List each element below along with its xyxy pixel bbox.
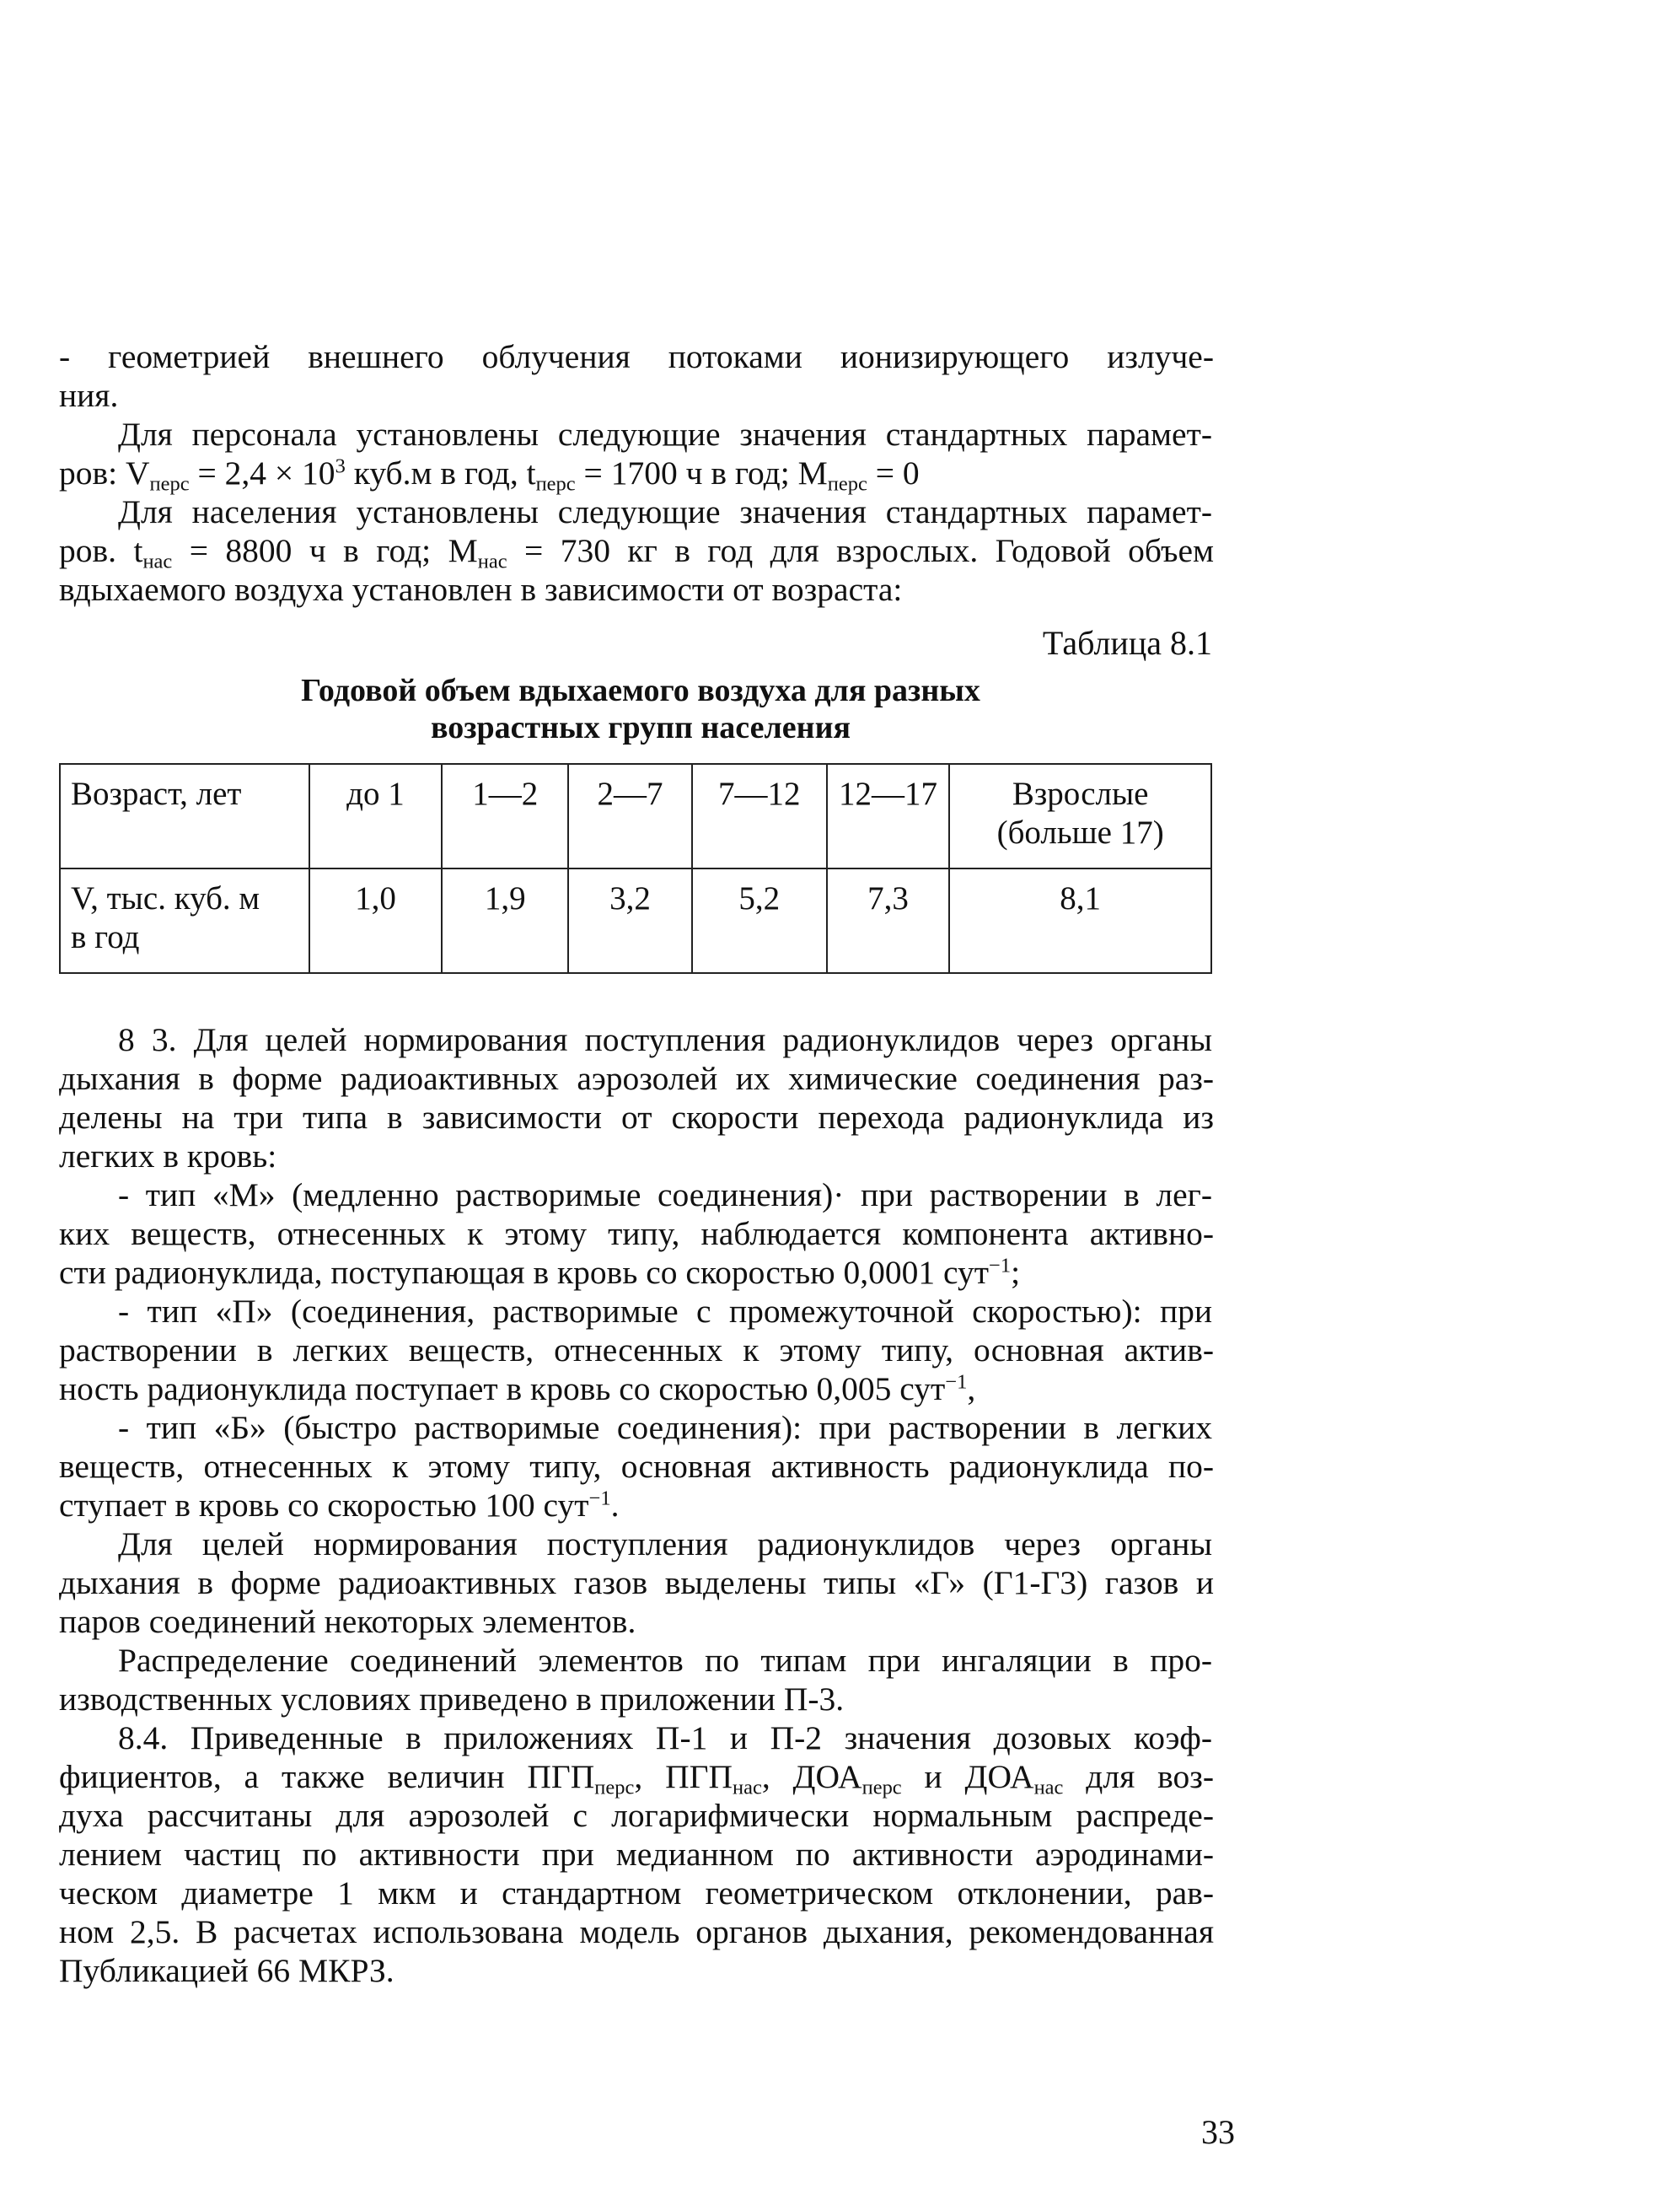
table-cell: 3,2: [568, 868, 692, 973]
table-row: [60, 764, 1211, 868]
text-line: Распределение соединений элементов по типам при ингаляции в про-: [118, 1642, 1212, 1679]
text-line: 8 3. Для целей нормирования поступления радионуклидов через органы: [118, 1021, 1212, 1058]
text-line: - геометрией внешнего облучения потоками ионизирующего излуче-: [59, 338, 1214, 375]
text-line: ность радионуклида поступает в кровь со скоростью 0,005 сут$^{-1}$,: [59, 1370, 976, 1407]
table-cell: 7,3: [827, 868, 950, 973]
text-line: дыхания в форме радиоактивных аэрозолей их химические соединения раз-: [59, 1060, 1214, 1097]
text-line: - тип «П» (соединения, растворимые с промежуточной скоростью): при: [118, 1293, 1212, 1330]
text-line: легких в кровь:: [59, 1137, 277, 1175]
text-line: сти радионуклида, поступающая в кровь со скоростью 0,0001 сут$^{-1}$;: [59, 1254, 1021, 1291]
text-line: ном 2,5. В расчетах использована модель органов дыхания, рекомендованная: [59, 1913, 1214, 1950]
text-line: ступает в кровь со скоростью 100 сут$^{-1}$.: [59, 1487, 620, 1524]
text-line: ния.: [59, 377, 119, 414]
table-row: [60, 868, 1211, 973]
text-line: духа рассчитаны для аэрозолей с логарифмически нормальным распреде-: [59, 1797, 1214, 1834]
table-caption: Таблица 8.1: [1042, 624, 1212, 662]
table-cell: 1,0: [309, 868, 443, 973]
table-header-cell: 2—7: [568, 764, 692, 868]
text-line: паров соединений некоторых элементов.: [59, 1603, 636, 1640]
table-header-cell: 7—12: [692, 764, 827, 868]
text-line: изводственных условиях приведено в приложении П-3.: [59, 1680, 845, 1718]
table-header-cell: 1—2: [442, 764, 568, 868]
page-number: 33: [1201, 2113, 1235, 2151]
text-line: ких веществ, отнесенных к этому типу, наблюдается компонента активно-: [59, 1215, 1214, 1252]
table-cell: 8,1: [949, 868, 1211, 973]
text-line: ческом диаметре 1 мкм и стандартном геометрическом отклонении, рав-: [59, 1874, 1214, 1912]
paragraph-personnel-line2: ров: $V_{перс} = 2,4 \times 10^3$ куб.м в год, $t_{перс} = 1700$ ч в год; $M_{перс} = 0$: [59, 454, 920, 496]
air-volume-table: [59, 763, 1212, 974]
table-row-label: V, тыс. куб. м в год: [60, 868, 309, 973]
table-header-cell: Взрослые (больше 17): [949, 764, 1211, 868]
text-line: Публикацией 66 МКРЗ.: [59, 1952, 395, 1989]
text-line: делены на три типа в зависимости от скорости перехода радионуклида из: [59, 1099, 1214, 1136]
table-header-cell: Возраст, лет: [60, 764, 309, 868]
table-cell: 5,2: [692, 868, 827, 973]
table-cell: 1,9: [442, 868, 568, 973]
table-header-cell: 12—17: [827, 764, 950, 868]
paragraph-population-line2: ров. $t_{нас} = 8800$ ч в год; $M_{нас} = 730$ кг в год для взрослых. Годовой объем: [59, 532, 1215, 573]
text-line: фициентов, а также величин $ПГП_{перс}$, $ПГП_{нас}$, $ДОА_{перс}$ и $ДОА_{нас}$ для воз-: [59, 1758, 1214, 1799]
text-line: дыхания в форме радиоактивных газов выделены типы «Г» (Г1-Г3) газов и: [59, 1564, 1214, 1601]
paragraph-personnel-line1: Для персонала установлены следующие значения стандартных парамет-: [118, 416, 1212, 453]
text-line: - тип «Б» (быстро растворимые соединения): при растворении в легких: [118, 1409, 1212, 1446]
text-line: растворении в легких веществ, отнесенных к этому типу, основная актив-: [59, 1331, 1214, 1369]
text-line: 8.4. Приведенные в приложениях П-1 и П-2 значения дозовых коэф-: [118, 1719, 1212, 1756]
text-line: Для целей нормирования поступления радионуклидов через органы: [118, 1525, 1212, 1562]
text-line: веществ, отнесенных к этому типу, основная активность радионуклида по-: [59, 1448, 1214, 1485]
table-title-line1: Годовой объем вдыхаемого воздуха для разных: [301, 673, 980, 708]
text-line: - тип «М» (медленно растворимые соединения)· при растворении в лег-: [118, 1176, 1212, 1213]
paragraph-population-line3: вдыхаемого воздуха установлен в зависимости от возраста:: [59, 571, 903, 608]
text-line: лением частиц по активности при медианном по активности аэродинами-: [59, 1836, 1214, 1873]
table-header-cell: до 1: [309, 764, 443, 868]
table-title-line2: возрастных групп населения: [430, 710, 851, 745]
paragraph-population-line1: Для населения установлены следующие значения стандартных парамет-: [118, 493, 1212, 530]
